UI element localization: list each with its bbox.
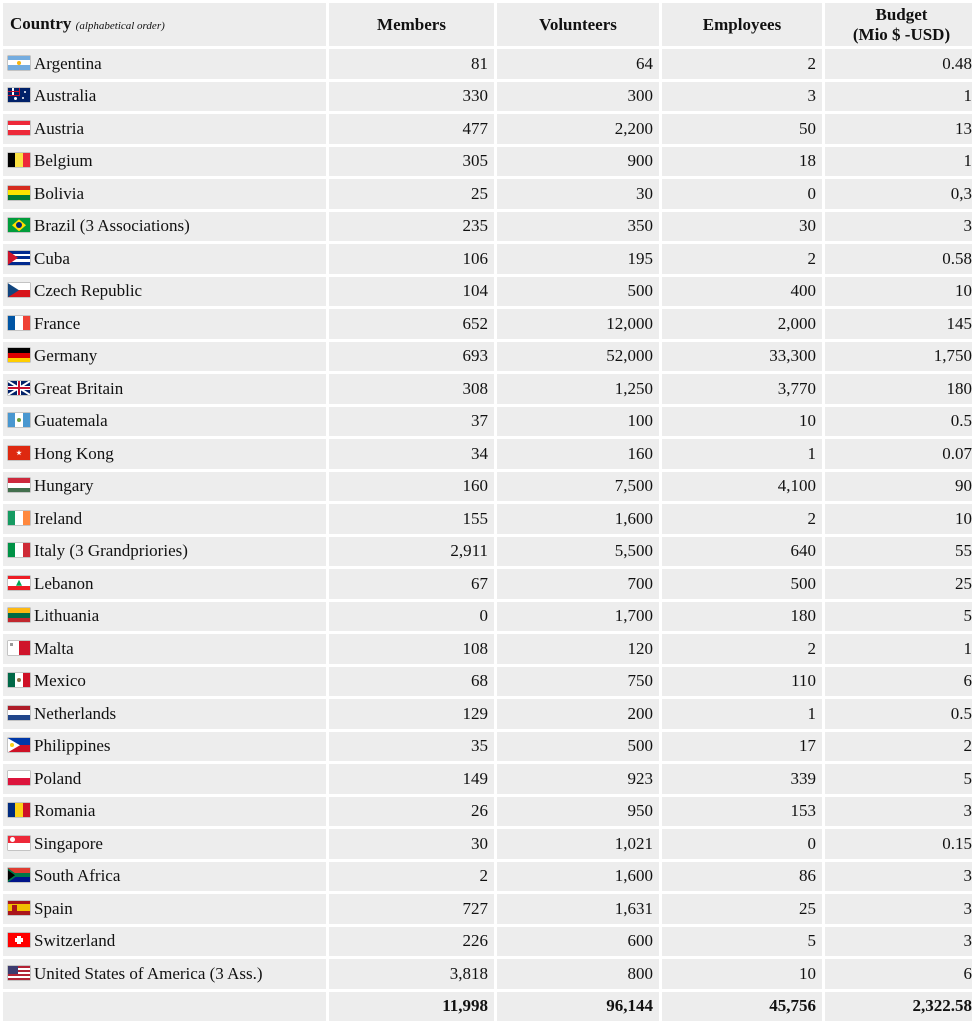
country-name: Hungary (34, 476, 94, 496)
table-row (3, 114, 972, 144)
malta-flag-icon (8, 641, 30, 655)
belgium-flag-icon (8, 153, 30, 167)
employees-cell: 33,300 (662, 342, 822, 372)
spain-flag-icon (8, 901, 30, 915)
country-name: Austria (34, 118, 85, 138)
budget-cell: 3 (825, 927, 972, 957)
table-row (3, 342, 972, 372)
volunteers-cell: 1,021 (497, 829, 659, 859)
employees-cell: 0 (662, 179, 822, 209)
country-cell (3, 49, 326, 79)
budget-header-line2: (Mio $ -USD) (852, 24, 951, 44)
employees-cell: 640 (662, 537, 822, 567)
country-cell (3, 114, 326, 144)
volunteers-cell: 750 (497, 667, 659, 697)
table-row (3, 212, 972, 242)
budget-cell: 10 (825, 277, 972, 307)
country-cell (3, 309, 326, 339)
country-name: Lebanon (34, 573, 94, 593)
country-name: Spain (34, 898, 73, 918)
country-cell (3, 179, 326, 209)
cuba-flag-icon (8, 251, 30, 265)
budget-cell: 2 (825, 732, 972, 762)
brazil-flag-icon (8, 218, 30, 232)
table-row (3, 244, 972, 274)
members-cell: 155 (329, 504, 494, 534)
volunteers-cell: 1,250 (497, 374, 659, 404)
budget-cell: 6 (825, 667, 972, 697)
country-name: Cuba (34, 248, 70, 268)
volunteers-cell: 1,700 (497, 602, 659, 632)
budget-cell: 5 (825, 602, 972, 632)
employees-cell: 10 (662, 959, 822, 989)
table-row (3, 504, 972, 534)
czech-flag-icon (8, 283, 30, 297)
romania-flag-icon (8, 803, 30, 817)
country-name: Philippines (34, 736, 111, 756)
employees-header: Employees (662, 3, 822, 46)
budget-cell: 145 (825, 309, 972, 339)
italy-flag-icon (8, 543, 30, 557)
budget-cell: 0.5 (825, 699, 972, 729)
members-cell: 37 (329, 407, 494, 437)
germany-flag-icon (8, 348, 30, 362)
country-header (3, 3, 326, 46)
volunteers-cell: 12,000 (497, 309, 659, 339)
country-cell (3, 504, 326, 534)
country-cell (3, 569, 326, 599)
employees-cell: 86 (662, 862, 822, 892)
employees-cell: 2,000 (662, 309, 822, 339)
country-name: Czech Republic (34, 281, 143, 301)
budget-cell: 0.58 (825, 244, 972, 274)
table-row (3, 82, 972, 112)
table-row (3, 829, 972, 859)
argentina-flag-icon (8, 56, 30, 70)
table-row (3, 959, 972, 989)
employees-cell: 4,100 (662, 472, 822, 502)
country-name: Brazil (3 Associations) (34, 216, 190, 236)
table-row (3, 634, 972, 664)
france-flag-icon (8, 316, 30, 330)
netherlands-flag-icon (8, 706, 30, 720)
volunteers-cell: 5,500 (497, 537, 659, 567)
country-name: Romania (34, 801, 96, 821)
australia-flag-icon (8, 88, 30, 102)
country-cell (3, 602, 326, 632)
country-name: Singapore (34, 833, 103, 853)
table-row (3, 407, 972, 437)
hungary-flag-icon (8, 478, 30, 492)
table-row (3, 764, 972, 794)
budget-cell: 0.48 (825, 49, 972, 79)
country-name: Poland (34, 768, 82, 788)
budget-cell: 0.07 (825, 439, 972, 469)
country-name: Ireland (34, 508, 83, 528)
lebanon-flag-icon (8, 576, 30, 590)
table-row (3, 374, 972, 404)
country-cell (3, 764, 326, 794)
total-budget: 2,322.58 (825, 992, 972, 1021)
members-cell: 149 (329, 764, 494, 794)
employees-cell: 2 (662, 504, 822, 534)
volunteers-cell: 600 (497, 927, 659, 957)
members-cell: 108 (329, 634, 494, 664)
volunteers-header: Volunteers (497, 3, 659, 46)
employees-cell: 18 (662, 147, 822, 177)
total-members: 11,998 (329, 992, 494, 1021)
country-name: Mexico (34, 671, 86, 691)
country-name: Guatemala (34, 411, 108, 431)
switzerland-flag-icon (8, 933, 30, 947)
table-row (3, 439, 972, 469)
employees-cell: 3,770 (662, 374, 822, 404)
members-cell: 235 (329, 212, 494, 242)
employees-cell: 25 (662, 894, 822, 924)
employees-cell: 1 (662, 439, 822, 469)
table-row (3, 147, 972, 177)
country-cell (3, 439, 326, 469)
great-britain-flag-icon (8, 381, 30, 395)
country-cell (3, 82, 326, 112)
country-name: Malta (34, 638, 74, 658)
singapore-flag-icon (8, 836, 30, 850)
volunteers-cell: 2,200 (497, 114, 659, 144)
country-cell (3, 407, 326, 437)
country-name: Argentina (34, 53, 102, 73)
members-cell: 26 (329, 797, 494, 827)
volunteers-cell: 1,600 (497, 862, 659, 892)
volunteers-cell: 7,500 (497, 472, 659, 502)
total-volunteers: 96,144 (497, 992, 659, 1021)
volunteers-cell: 30 (497, 179, 659, 209)
country-header-note: (alphabetical order) (75, 19, 165, 32)
budget-cell: 180 (825, 374, 972, 404)
volunteers-cell: 160 (497, 439, 659, 469)
country-cell (3, 472, 326, 502)
country-header-label: Country (10, 13, 72, 33)
budget-cell: 0.5 (825, 407, 972, 437)
country-cell (3, 927, 326, 957)
header-row (3, 3, 972, 46)
country-name: France (34, 313, 81, 333)
employees-cell: 180 (662, 602, 822, 632)
budget-cell: 3 (825, 894, 972, 924)
country-cell (3, 699, 326, 729)
volunteers-cell: 900 (497, 147, 659, 177)
volunteers-cell: 52,000 (497, 342, 659, 372)
country-cell (3, 829, 326, 859)
budget-cell: 6 (825, 959, 972, 989)
employees-cell: 1 (662, 699, 822, 729)
table-row (3, 179, 972, 209)
totals-row (3, 992, 972, 1021)
country-name: Switzerland (34, 931, 116, 951)
philippines-flag-icon (8, 738, 30, 752)
country-name: Italy (3 Grandpriories) (34, 541, 188, 561)
budget-cell: 10 (825, 504, 972, 534)
volunteers-cell: 700 (497, 569, 659, 599)
country-cell (3, 277, 326, 307)
members-header: Members (329, 3, 494, 46)
table-row (3, 699, 972, 729)
members-cell: 106 (329, 244, 494, 274)
usa-flag-icon (8, 966, 30, 980)
employees-cell: 50 (662, 114, 822, 144)
country-name: Belgium (34, 151, 93, 171)
table-row (3, 49, 972, 79)
country-cell (3, 374, 326, 404)
employees-cell: 0 (662, 829, 822, 859)
country-name: Australia (34, 86, 97, 106)
country-cell (3, 959, 326, 989)
budget-cell: 25 (825, 569, 972, 599)
country-cell (3, 244, 326, 274)
ireland-flag-icon (8, 511, 30, 525)
budget-cell: 1 (825, 634, 972, 664)
country-name: Netherlands (34, 703, 117, 723)
country-cell (3, 634, 326, 664)
volunteers-cell: 100 (497, 407, 659, 437)
table-row (3, 472, 972, 502)
budget-cell: 1 (825, 82, 972, 112)
table-row (3, 537, 972, 567)
members-cell: 81 (329, 49, 494, 79)
budget-cell: 1 (825, 147, 972, 177)
country-cell (3, 862, 326, 892)
volunteers-cell: 950 (497, 797, 659, 827)
mexico-flag-icon (8, 673, 30, 687)
table-row (3, 667, 972, 697)
table-row (3, 927, 972, 957)
table-row (3, 732, 972, 762)
country-cell (3, 147, 326, 177)
budget-cell: 90 (825, 472, 972, 502)
country-name: Great Britain (34, 378, 124, 398)
poland-flag-icon (8, 771, 30, 785)
lithuania-flag-icon (8, 608, 30, 622)
table-row (3, 309, 972, 339)
table-row (3, 602, 972, 632)
employees-cell: 500 (662, 569, 822, 599)
bolivia-flag-icon (8, 186, 30, 200)
employees-cell: 110 (662, 667, 822, 697)
members-cell: 3,818 (329, 959, 494, 989)
country-cell (3, 537, 326, 567)
employees-cell: 400 (662, 277, 822, 307)
employees-cell: 339 (662, 764, 822, 794)
country-cell (3, 212, 326, 242)
members-cell: 330 (329, 82, 494, 112)
volunteers-cell: 120 (497, 634, 659, 664)
country-name: South Africa (34, 866, 121, 886)
volunteers-cell: 200 (497, 699, 659, 729)
total-employees: 45,756 (662, 992, 822, 1021)
members-cell: 2,911 (329, 537, 494, 567)
country-cell (3, 797, 326, 827)
members-cell: 25 (329, 179, 494, 209)
members-cell: 305 (329, 147, 494, 177)
country-cell (3, 732, 326, 762)
budget-cell: 13 (825, 114, 972, 144)
table-row (3, 797, 972, 827)
members-cell: 226 (329, 927, 494, 957)
members-cell: 129 (329, 699, 494, 729)
members-cell: 652 (329, 309, 494, 339)
members-cell: 104 (329, 277, 494, 307)
members-cell: 2 (329, 862, 494, 892)
table-row (3, 862, 972, 892)
members-cell: 34 (329, 439, 494, 469)
volunteers-cell: 1,631 (497, 894, 659, 924)
volunteers-cell: 500 (497, 732, 659, 762)
budget-cell: 3 (825, 212, 972, 242)
budget-cell: 3 (825, 797, 972, 827)
volunteers-cell: 1,600 (497, 504, 659, 534)
table-row (3, 277, 972, 307)
austria-flag-icon (8, 121, 30, 135)
volunteers-cell: 300 (497, 82, 659, 112)
budget-cell: 0.15 (825, 829, 972, 859)
budget-header-line1: Budget (875, 4, 928, 24)
volunteers-cell: 923 (497, 764, 659, 794)
employees-cell: 2 (662, 244, 822, 274)
employees-cell: 10 (662, 407, 822, 437)
members-cell: 477 (329, 114, 494, 144)
members-cell: 160 (329, 472, 494, 502)
employees-cell: 5 (662, 927, 822, 957)
employees-cell: 2 (662, 634, 822, 664)
members-cell: 0 (329, 602, 494, 632)
volunteers-cell: 195 (497, 244, 659, 274)
members-cell: 308 (329, 374, 494, 404)
volunteers-cell: 350 (497, 212, 659, 242)
employees-cell: 30 (662, 212, 822, 242)
volunteers-cell: 800 (497, 959, 659, 989)
hong-kong-flag-icon (8, 446, 30, 460)
budget-cell: 55 (825, 537, 972, 567)
volunteers-cell: 64 (497, 49, 659, 79)
members-cell: 67 (329, 569, 494, 599)
table-row (3, 569, 972, 599)
members-cell: 68 (329, 667, 494, 697)
budget-header (825, 3, 972, 46)
table-row (3, 894, 972, 924)
totals-label (3, 992, 326, 1021)
country-cell (3, 667, 326, 697)
budget-cell: 1,750 (825, 342, 972, 372)
employees-cell: 153 (662, 797, 822, 827)
members-cell: 30 (329, 829, 494, 859)
employees-cell: 2 (662, 49, 822, 79)
country-cell (3, 342, 326, 372)
south-africa-flag-icon (8, 868, 30, 882)
country-name: Germany (34, 346, 98, 366)
budget-cell: 5 (825, 764, 972, 794)
country-name: Bolivia (34, 183, 85, 203)
budget-cell: 3 (825, 862, 972, 892)
employees-cell: 17 (662, 732, 822, 762)
country-name: United States of America (3 Ass.) (34, 963, 263, 983)
volunteers-cell: 500 (497, 277, 659, 307)
members-cell: 727 (329, 894, 494, 924)
country-name: Lithuania (34, 606, 100, 626)
country-cell (3, 894, 326, 924)
guatemala-flag-icon (8, 413, 30, 427)
country-name: Hong Kong (34, 443, 114, 463)
budget-cell: 0,3 (825, 179, 972, 209)
members-cell: 35 (329, 732, 494, 762)
members-cell: 693 (329, 342, 494, 372)
employees-cell: 3 (662, 82, 822, 112)
